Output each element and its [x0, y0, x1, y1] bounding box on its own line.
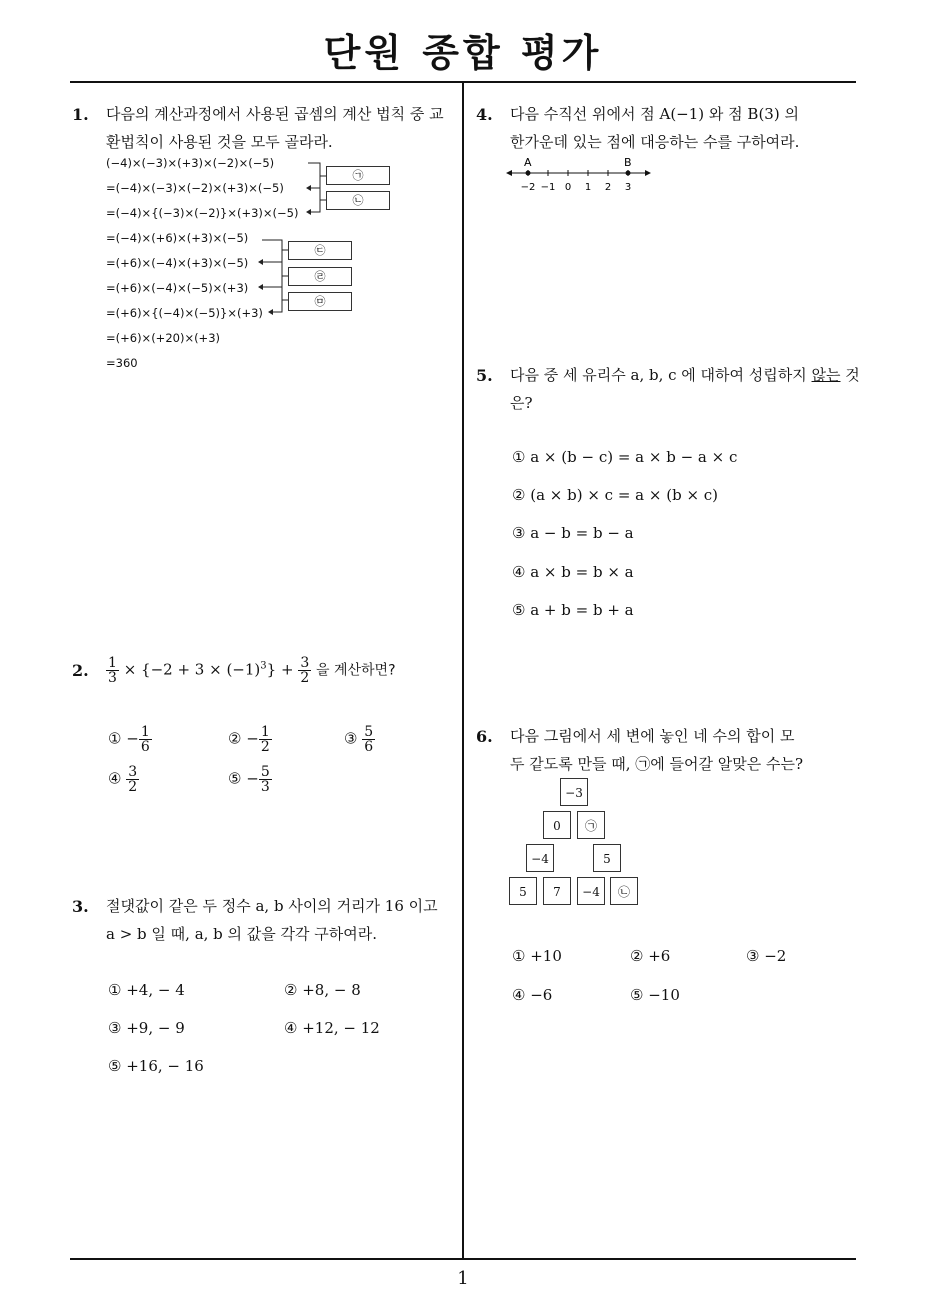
number-line-tick-label: 1	[584, 182, 592, 193]
q5-option-4[interactable]: ④ a × b = b × a	[512, 563, 634, 581]
q3-option-4[interactable]: ④ +12, − 12	[284, 1019, 380, 1037]
number-line-tick-label: 2	[604, 182, 612, 193]
option-mark: ④	[108, 769, 122, 788]
fraction	[106, 656, 119, 685]
denominator: 2	[300, 670, 310, 686]
denominator: 6	[140, 739, 150, 755]
option-sign: −	[246, 729, 259, 748]
numerator: 5	[260, 764, 270, 780]
calc-step: =(−4)×(−3)×(−2)×(+3)×(−5)	[106, 181, 284, 195]
question-3-text-line1: 절댓값이 같은 두 정수 a, b 사이의 거리가 16 이고	[106, 897, 438, 915]
question-4-text-line1: 다음 수직선 위에서 점 A(−1) 와 점 B(3) 의	[510, 105, 799, 123]
denominator: 2	[128, 779, 138, 795]
q5-option-3[interactable]: ③ a − b = b − a	[512, 524, 634, 542]
denominator: 6	[364, 739, 374, 755]
expression-tail: 을 계산하면?	[316, 662, 396, 679]
page-number: 1	[457, 1268, 469, 1289]
question-6-text-line1: 다음 그림에서 세 변에 놓인 네 수의 합이 모	[510, 727, 795, 745]
calc-connectors	[0, 0, 926, 420]
question-2-number: 2.	[72, 661, 89, 680]
question-1-text-line2: 환법칙이 사용된 것을 모두 골라라.	[106, 133, 333, 151]
q6-option-4[interactable]: ④ −6	[512, 986, 553, 1004]
point-a-dot	[526, 171, 531, 176]
numerator: 5	[364, 724, 374, 740]
q5-option-5[interactable]: ⑤ a + b = b + a	[512, 601, 634, 619]
question-5-text-line2: 은?	[510, 394, 533, 412]
option-mark: ③	[344, 729, 358, 748]
number-line-tick-label: 0	[564, 182, 572, 193]
q3-option-2[interactable]: ② +8, − 8	[284, 981, 361, 999]
label-box-3: ㉢	[288, 241, 352, 260]
triangle-cell: −4	[526, 844, 554, 872]
denominator: 3	[108, 670, 117, 686]
question-4-number: 4.	[476, 105, 493, 124]
question-5-number: 5.	[476, 366, 493, 385]
triangle-cell: −4	[577, 877, 605, 905]
numerator: 3	[300, 655, 310, 671]
question-3-number: 3.	[72, 897, 89, 916]
label-box-2: ㉡	[326, 191, 390, 210]
q2-option-5[interactable]	[228, 765, 272, 794]
underlined-text: 않는	[811, 366, 841, 384]
question-text: 다음 중 세 유리수 a, b, c 에 대하여 성립하지	[510, 366, 812, 384]
option-sign: −	[126, 729, 139, 748]
q2-option-3[interactable]	[344, 725, 375, 754]
triangle-cell-blank-a: ㉠	[577, 811, 605, 839]
calc-step: =360	[106, 356, 138, 370]
numerator: 1	[140, 724, 150, 740]
calc-step: =(+6)×(−4)×(+3)×(−5)	[106, 256, 249, 270]
question-4-text-line2: 한가운데 있는 점에 대응하는 수를 구하여라.	[510, 133, 800, 151]
triangle-cell-blank-b: ㉡	[610, 877, 638, 905]
q2-option-2[interactable]	[228, 725, 272, 754]
q3-option-3[interactable]: ③ +9, − 9	[108, 1019, 185, 1037]
q6-option-5[interactable]: ⑤ −10	[630, 986, 680, 1004]
calc-step: =(+6)×(+20)×(+3)	[106, 331, 221, 345]
calc-step: =(−4)×{(−3)×(−2)}×(+3)×(−5)	[106, 206, 299, 220]
option-mark: ①	[108, 729, 122, 748]
denominator: 2	[260, 739, 270, 755]
question-6-number: 6.	[476, 727, 493, 746]
number-line-tick-label: −2	[520, 182, 536, 193]
triangle-cell-top: −3	[560, 778, 588, 806]
point-b-label: B	[624, 156, 632, 169]
q6-option-1[interactable]: ① +10	[512, 947, 562, 965]
denominator: 3	[260, 779, 270, 795]
point-b-dot	[626, 171, 631, 176]
q5-option-1[interactable]: ① a × (b − c) = a × b − a × c	[512, 448, 738, 466]
question-6-text-line2: 두 같도록 만들 때, ㉠에 들어갈 알맞은 수는?	[510, 755, 804, 773]
triangle-cell: 5	[509, 877, 537, 905]
page-title: 단원 종합 평가	[323, 31, 603, 75]
calc-step: =(+6)×(−4)×(−5)×(+3)	[106, 281, 249, 295]
q3-option-1[interactable]: ① +4, − 4	[108, 981, 185, 999]
numerator: 3	[128, 764, 138, 780]
calc-step: =(−4)×(+6)×(+3)×(−5)	[106, 231, 249, 245]
label-box-1: ㉠	[326, 166, 390, 185]
q2-option-1[interactable]	[108, 725, 152, 754]
option-sign: −	[246, 769, 259, 788]
triangle-cell: 7	[543, 877, 571, 905]
option-mark: ⑤	[228, 769, 242, 788]
q6-option-3[interactable]: ③ −2	[746, 947, 787, 965]
label-box-4: ㉣	[288, 267, 352, 286]
triangle-cell: 5	[593, 844, 621, 872]
number-line-tick-label: −1	[540, 182, 556, 193]
q5-option-2[interactable]: ② (a × b) × c = a × (b × c)	[512, 486, 719, 504]
q2-option-4[interactable]	[108, 765, 139, 794]
expression-middle: × {−2 + 3 × (−1)	[123, 660, 261, 679]
question-5-text-line1	[510, 361, 860, 389]
triangle-cell: 0	[543, 811, 571, 839]
question-text: 것	[840, 366, 860, 384]
exponent: 3	[260, 660, 267, 672]
numerator: 1	[260, 724, 270, 740]
question-2-expression	[106, 656, 396, 685]
label-box-5: ㉤	[288, 292, 352, 311]
question-1-number: 1.	[72, 105, 89, 124]
option-mark: ②	[228, 729, 242, 748]
q3-option-5[interactable]: ⑤ +16, − 16	[108, 1057, 204, 1075]
question-1-text-line1: 다음의 계산과정에서 사용된 곱셈의 계산 법칙 중 교	[106, 105, 444, 123]
numerator: 1	[108, 655, 117, 671]
footer-rule	[70, 1258, 856, 1260]
question-3-text-line2: a > b 일 때, a, b 의 값을 각각 구하여라.	[106, 925, 378, 943]
q6-option-2[interactable]: ② +6	[630, 947, 671, 965]
calc-step: (−4)×(−3)×(+3)×(−2)×(−5)	[106, 156, 275, 170]
calc-step: =(+6)×{(−4)×(−5)}×(+3)	[106, 306, 263, 320]
fraction	[298, 656, 311, 685]
number-line	[504, 152, 654, 196]
expression-after: } +	[266, 660, 294, 679]
point-a-label: A	[524, 156, 532, 169]
number-line-tick-label: 3	[624, 182, 632, 193]
